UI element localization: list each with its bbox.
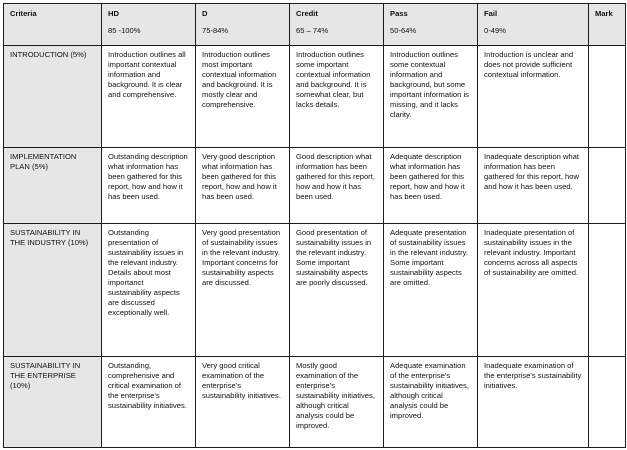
rubric-table [3,3,626,448]
grade-title: HD [108,9,119,18]
grade-range: 75-84% [202,26,229,35]
descriptor-cell: Very good critical examination of the enterprise's sustainability initiatives. [196,357,290,448]
grade-title: Pass [390,9,408,18]
mark-cell[interactable] [589,357,626,448]
descriptor-cell: Very good presentation of sustainability issues in the relevant industry. Important concerns for sustainability aspects are discussed. [196,224,290,357]
descriptor-cell: Introduction outlines all important contextual information and background. It is clear and comprehensive. [102,46,196,148]
table-row [4,46,626,148]
descriptor-cell: Adequate presentation of sustainability issues in the relevant industry. Some important sustainability aspects are omitted. [384,224,478,357]
descriptor-cell: Adequate examination of the enterprise's sustainability initiatives, although critical analysis could be improved. [384,357,478,448]
grade-title: D [202,9,208,18]
grade-title: Credit [296,9,318,18]
descriptor-cell: Very good description what information has been gathered for this report, how and how it has been used. [196,148,290,224]
grade-range: 85 -100% [108,26,141,35]
criteria-header [4,4,102,46]
mark-cell[interactable] [589,46,626,148]
table-row [4,148,626,224]
grade-title: Fail [484,9,498,18]
descriptor-cell: Mostly good examination of the enterprise's sustainability initiatives, although critical analysis could be improved. [290,357,384,448]
descriptor-cell: Introduction outlines most important contextual information and background. It is mostly clear and comprehensive. [196,46,290,148]
descriptor-cell: Inadequate description what information has been gathered for this report, how and how it has been used. [478,148,589,224]
descriptor-cell: Good presentation of sustainability issues in the relevant industry. Some important sustainability aspects are poorly discussed. [290,224,384,357]
mark-cell[interactable] [589,224,626,357]
grade-header-fail [478,4,589,46]
descriptor-cell: Adequate description what information has been gathered for this report, how and how it has been used. [384,148,478,224]
criterion-cell: SUSTAINABILITY IN THE INDUSTRY (10%) [4,224,102,357]
criteria-header-label: Criteria [10,9,37,18]
descriptor-cell: Inadequate presentation of sustainability issues in the relevant industry. Important concerns across all aspects of sustainability are omitted. [478,224,589,357]
grade-range: 0-49% [484,26,506,35]
mark-cell[interactable] [589,148,626,224]
descriptor-cell: Outstanding description what information has been gathered for this report, how and how it has been used. [102,148,196,224]
header-row [4,4,626,46]
mark-header-label: Mark [595,9,613,18]
grade-range: 65 – 74% [296,26,329,35]
table-row [4,357,626,448]
descriptor-cell: Outstanding presentation of sustainability issues in the relevant industry. Details about most importanct sustainability aspects are discussed exceptionally well. [102,224,196,357]
mark-header [589,4,626,46]
descriptor-cell: Good description what information has been gathered for this report, how and how it has been used. [290,148,384,224]
descriptor-cell: Introduction outlines some contextual information and background, but some important information is missing, and it lacks clarity. [384,46,478,148]
descriptor-cell: Outstanding, comprehensive and critical examination of the enterprise's sustainability initiatives. [102,357,196,448]
descriptor-cell: Inadequate examination of the enterprise's sustainability initiatives. [478,357,589,448]
grade-header-hd [102,4,196,46]
descriptor-cell: Introduction outlines some important contextual information and background. It is somewhat clear, but lacks details. [290,46,384,148]
criterion-cell: INTRODUCTION (5%) [4,46,102,148]
grade-header-pass [384,4,478,46]
grade-header-d [196,4,290,46]
table-row [4,224,626,357]
descriptor-cell: Introduction is unclear and does not provide sufficient contextual information. [478,46,589,148]
criterion-cell: IMPLEMENTATION PLAN (5%) [4,148,102,224]
grade-range: 50-64% [390,26,417,35]
grade-header-credit [290,4,384,46]
criterion-cell: SUSTAINABILITY IN THE ENTERPRISE (10%) [4,357,102,448]
